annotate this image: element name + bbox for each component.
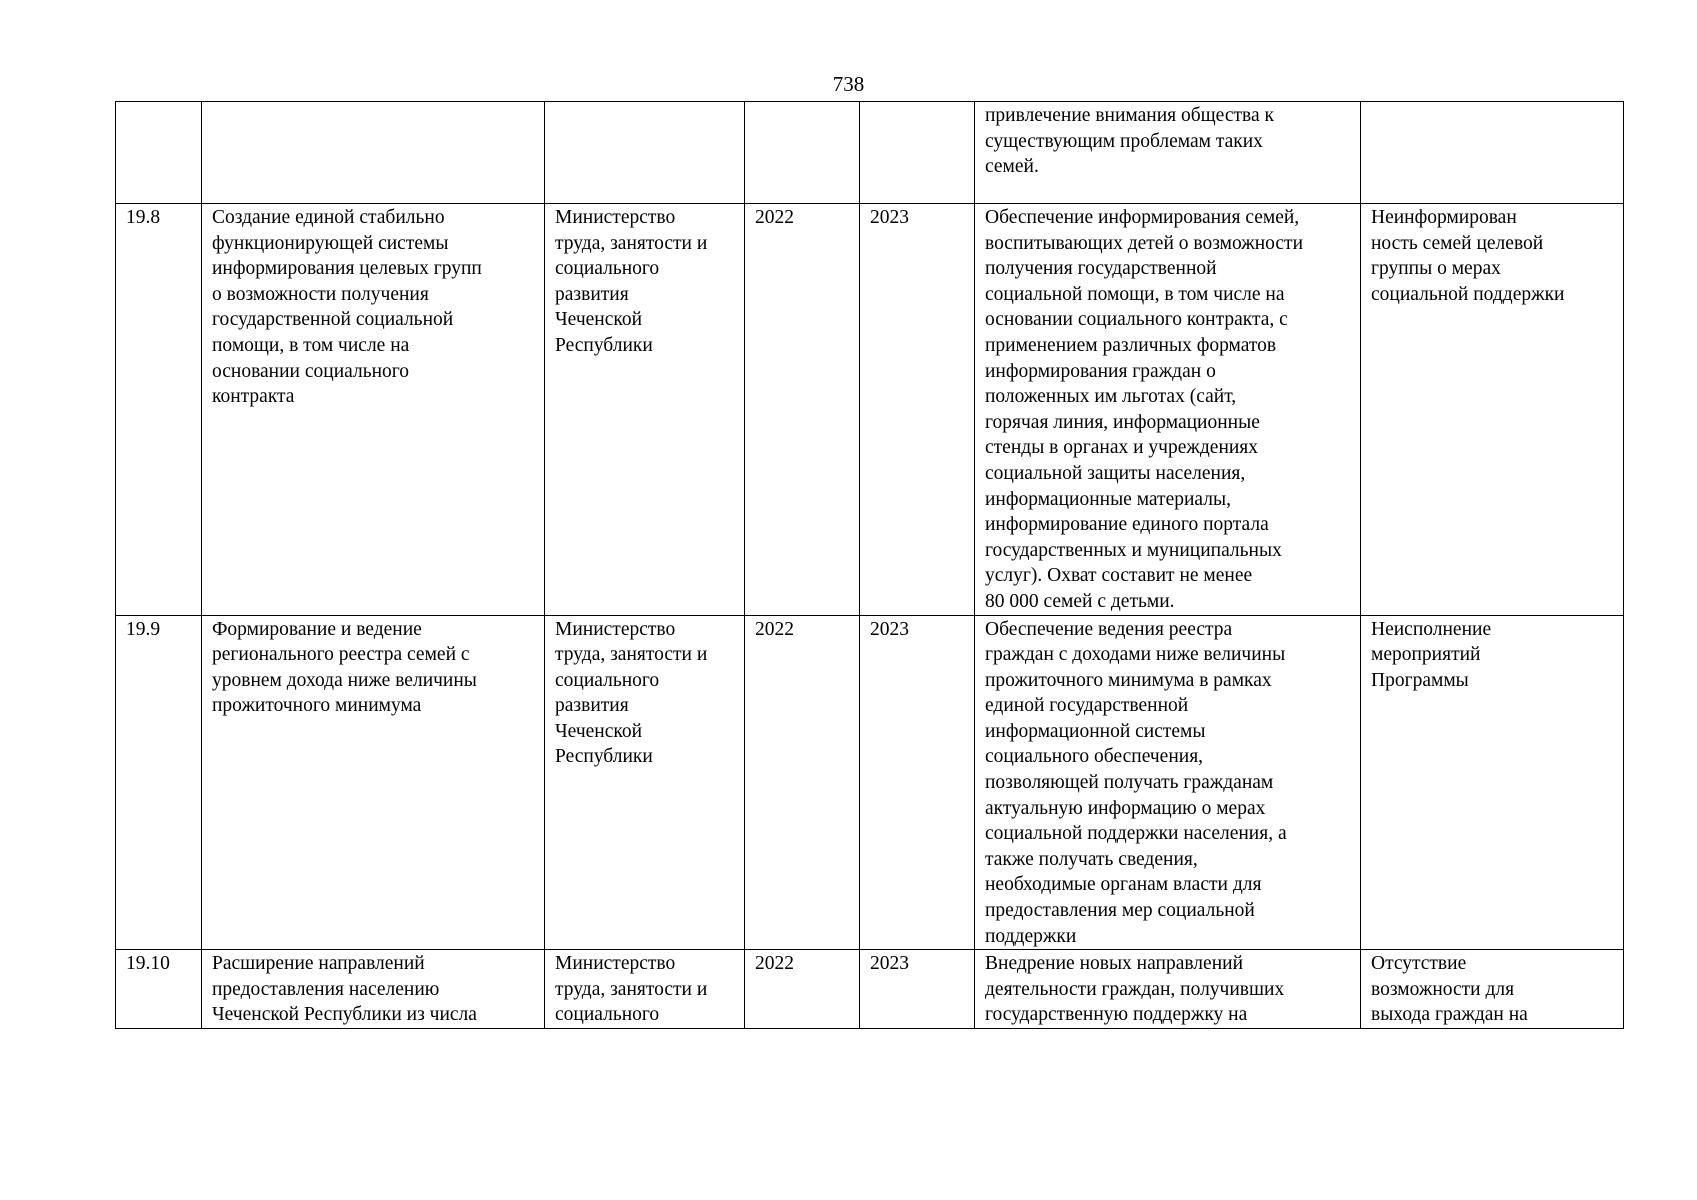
text-line: Республики: [555, 334, 653, 356]
text-line: государственных и муниципальных: [985, 539, 1282, 561]
text-line: единой государственной: [985, 695, 1189, 717]
text-line: Создание единой стабильно: [212, 207, 445, 228]
text-line: функционирующей системы: [212, 232, 449, 254]
text-line: информационные материалы,: [985, 488, 1231, 510]
text-line: помощи, в том числе на: [212, 334, 410, 356]
text-line: труда, занятости и: [555, 978, 708, 1000]
cell-end-year: [860, 102, 975, 204]
text-line: социального: [555, 1004, 660, 1026]
text-line: регионального реестра семей с: [212, 644, 470, 666]
text-line: информационной системы: [985, 720, 1206, 742]
text-line: Программы: [1371, 669, 1469, 691]
text-line: прожиточного минимума: [212, 695, 422, 717]
text-line: развития: [555, 283, 629, 305]
cell-result: [975, 615, 1361, 950]
cell-event: [202, 204, 545, 616]
cell-event: [202, 950, 545, 1029]
text-line: Отсутствие: [1371, 953, 1467, 975]
table-row: [116, 950, 1624, 1029]
measures-table: [115, 101, 1624, 1029]
cell-result: [975, 204, 1361, 616]
cell-number: 19.9: [116, 615, 202, 950]
text-line: горячая линия, информационные: [985, 411, 1260, 433]
text-line: Формирование и ведение: [212, 618, 422, 640]
text-line: Обеспечение информирования семей,: [985, 207, 1300, 228]
cell-executor: [545, 950, 745, 1029]
cell-risk: [1361, 950, 1624, 1029]
text-line: деятельности граждан, получивших: [985, 978, 1285, 1000]
text-line: Неисполнение: [1371, 618, 1492, 640]
text-line: возможности для: [1371, 978, 1515, 1000]
cell-executor: [545, 204, 745, 616]
table-row: [116, 615, 1624, 950]
text-line: труда, занятости и: [555, 644, 708, 666]
text-line: граждан с доходами ниже величины: [985, 644, 1286, 666]
text-line: предоставления мер социальной: [985, 900, 1255, 922]
text-line: привлечение внимания общества к: [985, 105, 1274, 126]
text-line: 80 000 семей с детьми.: [985, 590, 1175, 612]
text-line: социального: [555, 258, 660, 280]
text-line: социальной защиты населения,: [985, 462, 1246, 484]
cell-executor: [545, 102, 745, 204]
cell-start-year: 2022: [745, 204, 860, 616]
text-line: основании социального: [212, 360, 410, 382]
cell-result: [975, 102, 1361, 204]
text-line: Чеченской: [555, 720, 643, 742]
text-line: информирование единого портала: [985, 514, 1269, 536]
cell-risk: [1361, 102, 1624, 204]
text-line: выхода граждан на: [1371, 1004, 1528, 1026]
text-line: Обеспечение ведения реестра: [985, 618, 1233, 640]
cell-result: [975, 950, 1361, 1029]
table-row: [116, 204, 1624, 616]
cell-event: [202, 615, 545, 950]
cell-number: [116, 102, 202, 204]
text-line: стенды в органах и учреждениях: [985, 437, 1259, 459]
text-line: информирования целевых групп: [212, 258, 482, 280]
text-line: труда, занятости и: [555, 232, 708, 254]
text-line: Республики: [555, 746, 653, 768]
text-line: также получать сведения,: [985, 848, 1198, 870]
cell-number: 19.8: [116, 204, 202, 616]
text-line: Чеченской Республики из числа: [212, 1004, 477, 1026]
text-line: получения государственной: [985, 258, 1217, 280]
page-number: 738: [832, 72, 865, 96]
text-line: поддержки: [985, 925, 1077, 947]
cell-executor: [545, 615, 745, 950]
text-line: семей.: [985, 156, 1039, 178]
text-line: мероприятий: [1371, 644, 1481, 666]
text-line: социальной поддержки населения, а: [985, 823, 1287, 845]
text-line: прожиточного минимума в рамках: [985, 669, 1272, 691]
text-line: контракта: [212, 386, 295, 408]
text-line: о возможности получения: [212, 283, 429, 305]
cell-start-year: 2022: [745, 950, 860, 1029]
text-line: развития: [555, 695, 629, 717]
text-line: Внедрение новых направлений: [985, 953, 1244, 975]
text-line: Министерство: [555, 618, 676, 640]
text-line: государственной социальной: [212, 309, 454, 331]
text-line: основании социального контракта, с: [985, 309, 1288, 331]
cell-event: [202, 102, 545, 204]
text-line: государственную поддержку на: [985, 1004, 1248, 1026]
cell-risk: [1361, 615, 1624, 950]
text-line: ность семей целевой: [1371, 232, 1544, 254]
text-line: необходимые органам власти для: [985, 874, 1262, 896]
text-line: позволяющей получать гражданам: [985, 772, 1274, 794]
text-line: актуальную информацию о мерах: [985, 797, 1266, 819]
text-line: социального: [555, 669, 660, 691]
text-line: Министерство: [555, 207, 676, 228]
text-line: Чеченской: [555, 309, 643, 331]
text-line: группы о мерах: [1371, 258, 1501, 280]
text-line: воспитывающих детей о возможности: [985, 232, 1304, 254]
text-line: применением различных форматов: [985, 334, 1277, 356]
cell-end-year: 2023: [860, 950, 975, 1029]
text-line: социальной помощи, в том числе на: [985, 283, 1285, 305]
text-line: социальной поддержки: [1371, 283, 1565, 305]
cell-number: 19.10: [116, 950, 202, 1029]
cell-end-year: 2023: [860, 615, 975, 950]
text-line: социального обеспечения,: [985, 746, 1204, 768]
text-line: положенных им льготах (сайт,: [985, 386, 1237, 408]
cell-start-year: [745, 102, 860, 204]
cell-end-year: 2023: [860, 204, 975, 616]
text-line: Расширение направлений: [212, 953, 425, 975]
table-row: [116, 102, 1624, 204]
text-line: услуг). Охват составит не менее: [985, 565, 1253, 587]
cell-start-year: 2022: [745, 615, 860, 950]
cell-risk: [1361, 204, 1624, 616]
text-line: уровнем дохода ниже величины: [212, 669, 477, 691]
text-line: информирования граждан о: [985, 360, 1216, 382]
text-line: предоставления населению: [212, 978, 440, 1000]
text-line: существующим проблемам таких: [985, 130, 1263, 152]
text-line: Министерство: [555, 953, 676, 975]
text-line: Неинформирован: [1371, 207, 1517, 228]
